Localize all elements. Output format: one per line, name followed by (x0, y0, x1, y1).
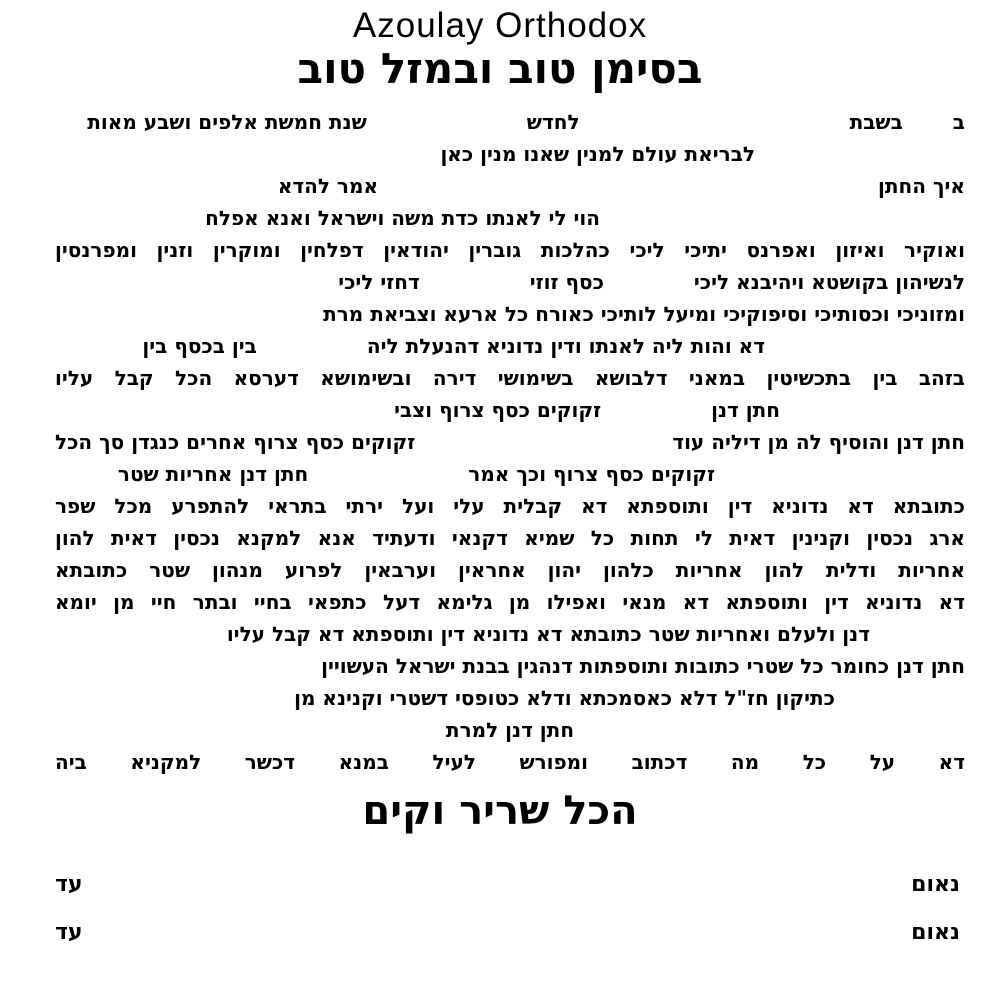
witness-signature-line (55, 920, 960, 945)
hebrew-text-segment: חתן דנן למרת (445, 718, 575, 742)
hebrew-text-segment: כסף זוזי (529, 270, 604, 294)
hebrew-text-segment: זקוקים כסף צרוף אחרים כנגדן סך הכל (55, 430, 416, 454)
hebrew-text-segment: כתיקון חז"ל דלא כאסמכתא ודלא כטופסי דשטרי וקנינא מן (294, 686, 835, 710)
ketubah-line (55, 554, 965, 586)
ketubah-line (55, 586, 965, 618)
ketubah-line (55, 266, 965, 298)
hebrew-text-segment: ומזוניכי וכסותיכי וסיפוקיכי ומיעל לותיכי כאורח כל ארעא וצביאת מרת (323, 302, 965, 326)
hebrew-text-segment: חתן דנן כחומר כל שטרי כתובות ותוספתות דנהגין בבנת ישראל העשויין (321, 654, 965, 678)
blank-field (580, 128, 850, 129)
blank-field (870, 640, 965, 641)
ketubah-line (55, 618, 965, 650)
ketubah-line (55, 202, 965, 234)
hebrew-text-segment: לבריאת עולם למנין שאנו מנין כאן (440, 142, 755, 166)
witness-ed-label: עד (55, 872, 83, 897)
blank-field (903, 128, 953, 129)
hebrew-text-segment: חתן דנן (711, 398, 780, 422)
hebrew-text-segment: דא והות ליה לאנתו ודין נדוניא דהנעלת ליה (366, 334, 765, 358)
witness-ed-label: עד (55, 920, 83, 945)
blank-field (257, 352, 367, 353)
hebrew-text-segment: לנשיהון בקושטא ויהיבנא ליכי (693, 270, 965, 294)
blank-field (308, 480, 468, 481)
hebrew-text-segment: אמר להדא (277, 174, 379, 198)
ketubah-line (55, 426, 965, 458)
hebrew-text-segment: זקוקים כסף צרוף וצבי (394, 398, 602, 422)
hebrew-text-segment: כתובתא דא נדוניא דין ותוספתא דא קבלית עלי ועל ירתי בתראי להתפרע מכל שפר (55, 494, 965, 518)
hebrew-text-segment: לחדש (526, 110, 580, 134)
hebrew-text-segment: דא נדוניא דין ותוספתא דא מנאי ואפילו מן גלימא דעל כתפאי בחיי ובתר חיי מן יומא (55, 590, 965, 614)
hebrew-text-segment: בזהב בין בתכשיטין במאני דלבושא בשימושי דירה ובשימושא דערסא הכל קבל עליו (55, 366, 965, 390)
ketubah-line (55, 170, 965, 202)
blank-field (378, 192, 878, 193)
ketubah-line (55, 106, 965, 138)
document-title: Azoulay Orthodox (352, 6, 648, 45)
hebrew-text-segment: ארג נכסין וקנינין דאית לי תחות כל שמיא דקנאי ודעתיד אנא למקנא נכסין דאית להון (55, 526, 965, 550)
blank-field (755, 160, 965, 161)
hebrew-text-segment: אחריות ודלית להון אחריות כלהון יהון אחראין וערבאין לפרוע מנהון שטר כתובתא (55, 558, 965, 582)
hebrew-text-segment: חתן דנן והוסיף לה מן דיליה עוד (672, 430, 965, 454)
hebrew-text-segment: שנת חמשת אלפים ושבע מאות (87, 110, 367, 134)
blank-field (835, 704, 965, 705)
hebrew-text-segment: חתן דנן אחריות שטר (117, 462, 309, 486)
blank-field (765, 352, 965, 353)
ketubah-line (55, 490, 965, 522)
blank-field (600, 224, 965, 225)
ketubah-line (55, 522, 965, 554)
witness-naum-label: נאום (911, 872, 960, 897)
ketubah-line (55, 650, 965, 682)
ketubah-line (55, 138, 965, 170)
ketubah-line (55, 330, 965, 362)
hebrew-text-segment: בין בכסף בין (142, 334, 257, 358)
hebrew-text-segment: בשבת (849, 110, 903, 134)
hebrew-text-segment: איך החתן (878, 174, 965, 198)
blank-field (780, 416, 965, 417)
hebrew-text-segment: ב (952, 110, 965, 134)
witness-naum-label: נאום (911, 920, 960, 945)
ketubah-line (55, 234, 965, 266)
ketubah-line (55, 394, 965, 426)
ketubah-body (55, 106, 965, 778)
ketubah-line (55, 298, 965, 330)
ketubah-line (55, 746, 965, 778)
ketubah-line (55, 682, 965, 714)
blank-field (601, 416, 711, 417)
hebrew-text-segment: דחזי ליכי (338, 270, 420, 294)
blank-field (604, 288, 694, 289)
closing-declaration: הכל שריר וקים (362, 788, 638, 834)
hebrew-text-segment: זקוקים כסף צרוף וכך אמר (468, 462, 715, 486)
ketubah-line (55, 458, 965, 490)
blank-field (715, 480, 965, 481)
header-blessing: בסימן טוב ובמזל טוב (297, 44, 703, 93)
hebrew-text-segment: דנן ולעלם ואחריות שטר כתובתא דא נדוניא דין ותוספתא דא קבל עליו (226, 622, 870, 646)
hebrew-text-segment: הוי לי לאנתו כדת משה וישראל ואנא אפלח (205, 206, 600, 230)
witness-signature-line (55, 872, 960, 897)
ketubah-line (55, 714, 965, 746)
hebrew-text-segment: דא על כל מה דכתוב ומפורש לעיל במנא דכשר למקניא ביה (55, 750, 965, 774)
blank-field (367, 128, 527, 129)
hebrew-text-segment: ואוקיר ואיזון ואפרנס יתיכי ליכי כהלכות גוברין יהודאין דפלחין ומוקרין וזנין ומפרנסין (55, 238, 965, 262)
ketubah-line (55, 362, 965, 394)
blank-field (420, 288, 530, 289)
blank-field (415, 448, 672, 449)
